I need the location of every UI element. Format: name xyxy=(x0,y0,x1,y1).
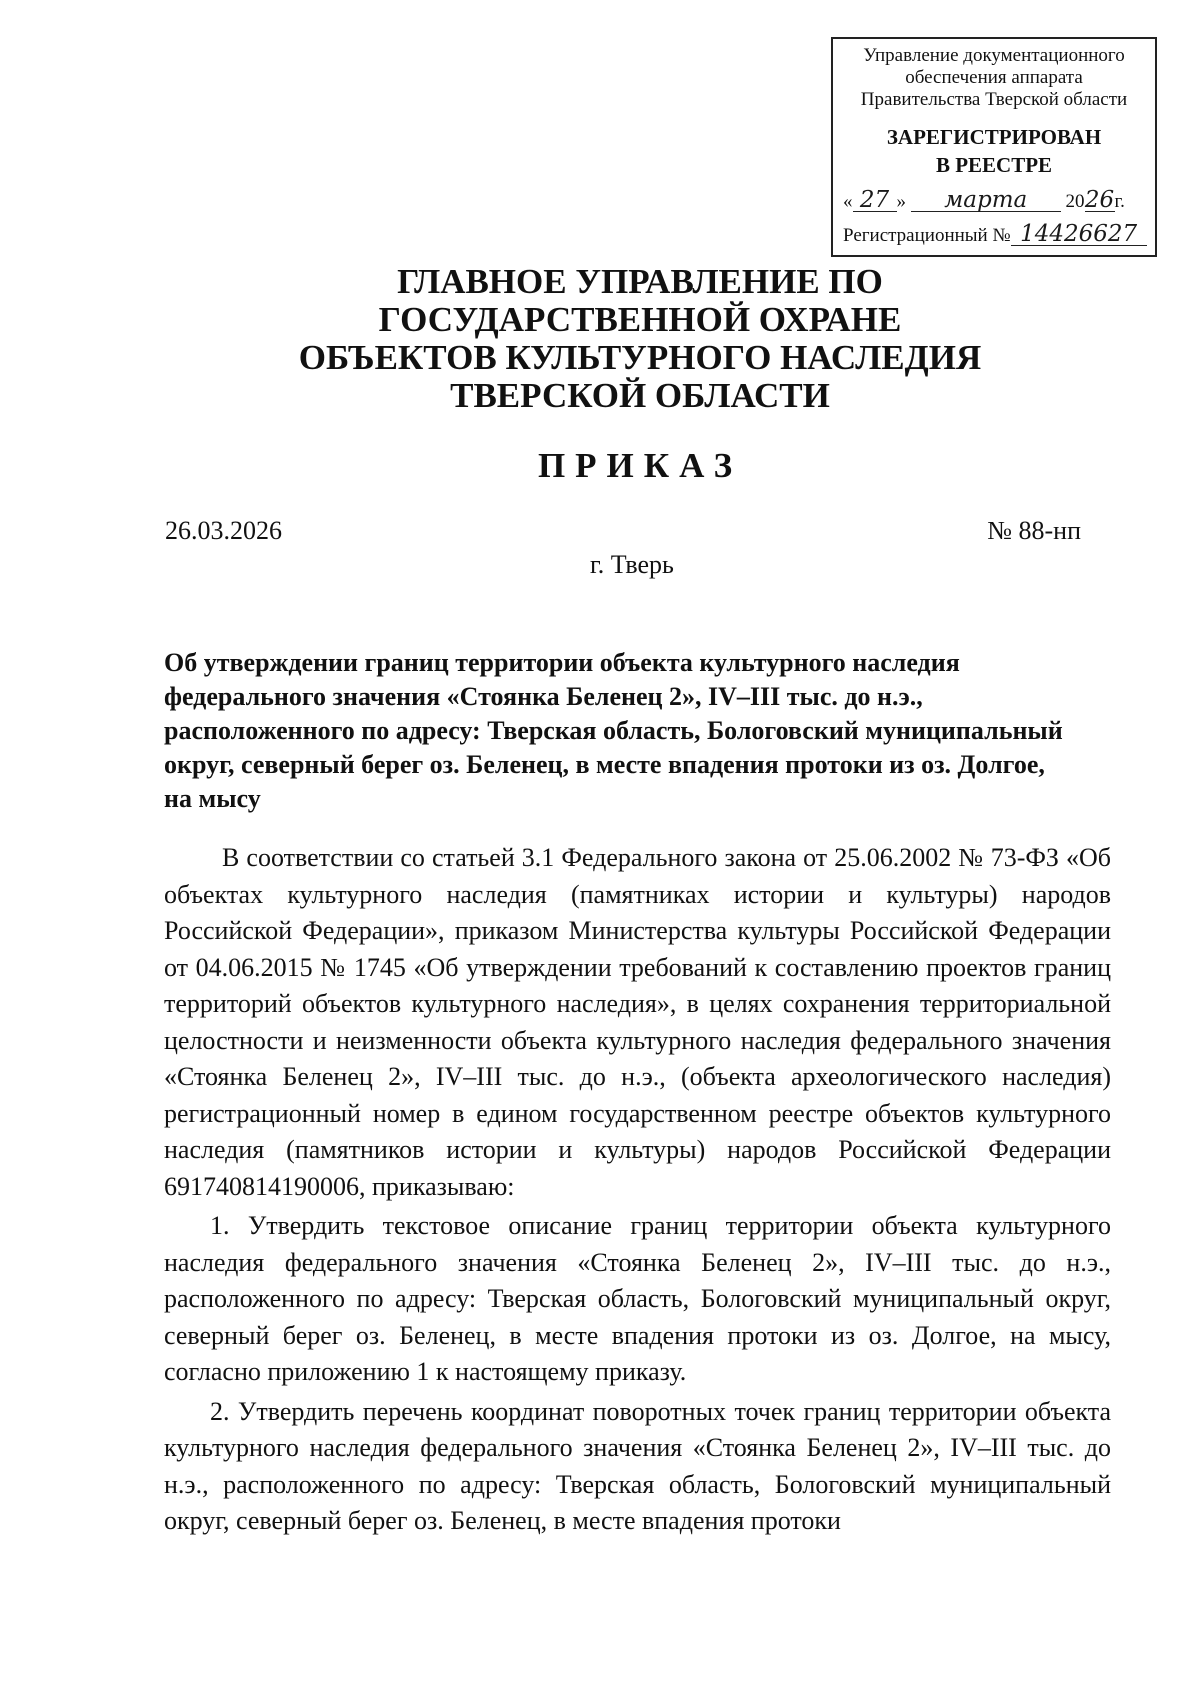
stamp-reg-label: Регистрационный № xyxy=(843,225,1011,246)
document-date: 26.03.2026 xyxy=(165,516,282,545)
document-number: № 88-нп xyxy=(987,516,1081,545)
stamp-org-line: обеспечения аппарата xyxy=(905,67,1083,88)
agency-header xyxy=(200,263,1080,415)
agency-header-line: ТВЕРСКОЙ ОБЛАСТИ xyxy=(450,376,830,415)
stamp-quote-open: « xyxy=(843,191,853,212)
body-intro: В соответствии со статьей 3.1 Федерального закона от 25.06.2002 № 73-ФЗ «Об объектах культурного наследия (памятниках истории и культуры) народов Российской Федерации», приказом Министерства культуры Российской Федерации от 04.06.2015 № 1745 «Об утверждении требований к составлению проектов границ территорий объектов культурного наследия», в целях сохранения территориальной целостности и неизменности объекта культурного наследия федерального значения «Стоянка Беленец 2», IV–III тыс. до н.э., (объекта археологического наследия) регистрационный номер в едином государственном реестре объектов культурного наследия (памятников истории и культуры) народов Российской Федерации 691740814190006, приказываю: xyxy=(164,843,1111,1201)
stamp-year-prefix: 20 xyxy=(1065,191,1085,212)
stamp-registered-line: В РЕЕСТРЕ xyxy=(935,153,1053,177)
stamp-org-line: Управление документационного xyxy=(863,45,1125,66)
document-body xyxy=(164,840,1111,1540)
stamp-org-line: Правительства Тверской области xyxy=(860,89,1128,110)
registration-stamp xyxy=(831,37,1157,257)
stamp-registered-line: ЗАРЕГИСТРИРОВАН xyxy=(886,125,1102,149)
document-type: ПРИКАЗ xyxy=(537,446,743,485)
stamp-year-suffix: 26 xyxy=(1084,187,1115,213)
agency-header-line: ОБЪЕКТОВ КУЛЬТУРНОГО НАСЛЕДИЯ xyxy=(298,338,982,377)
body-item-1: 1. Утвердить текстовое описание границ территории объекта культурного наследия федерального значения «Стоянка Беленец 2», IV–III тыс. до н.э., расположенного по адресу: Тверская область, Бологовский муниципальный округ, северный берег оз. Беленец, в месте впадения протоки из оз. Долгое, на мысу, согласно приложению 1 к настоящему приказу. xyxy=(164,1211,1111,1386)
stamp-organization xyxy=(833,45,1155,111)
stamp-reg-number: 14426627 xyxy=(1011,223,1147,246)
stamp-day: 27 xyxy=(853,189,897,212)
agency-header-line: ГЛАВНОЕ УПРАВЛЕНИЕ ПО xyxy=(397,262,883,301)
stamp-reg-line xyxy=(843,223,1149,247)
agency-header-line: ГОСУДАРСТВЕННОЙ ОХРАНЕ xyxy=(378,300,902,339)
stamp-year-unit: г. xyxy=(1114,191,1125,212)
body-item-2: 2. Утвердить перечень координат поворотных точек границ территории объекта культурного наследия федерального значения «Стоянка Беленец 2», IV–III тыс. до н.э., расположенного по адресу: Тверская область, Бологовский муниципальный округ, северный берег оз. Беленец, в месте впадения протоки xyxy=(164,1396,1111,1535)
stamp-month: марта xyxy=(911,189,1061,212)
document-city: г. Тверь xyxy=(590,550,674,579)
stamp-registered xyxy=(833,123,1155,179)
stamp-date-line xyxy=(843,189,1149,213)
document-subject: Об утверждении границ территории объекта культурного наследия федерального значения «Стоянка Беленец 2», IV–III тыс. до н.э., расположенного по адресу: Тверская область, Бологовский муниципальный округ, северный берег оз. Беленец, в месте впадения протоки из оз. Долгое, на мысу xyxy=(164,648,1063,813)
stamp-quote-close: » xyxy=(896,191,906,212)
